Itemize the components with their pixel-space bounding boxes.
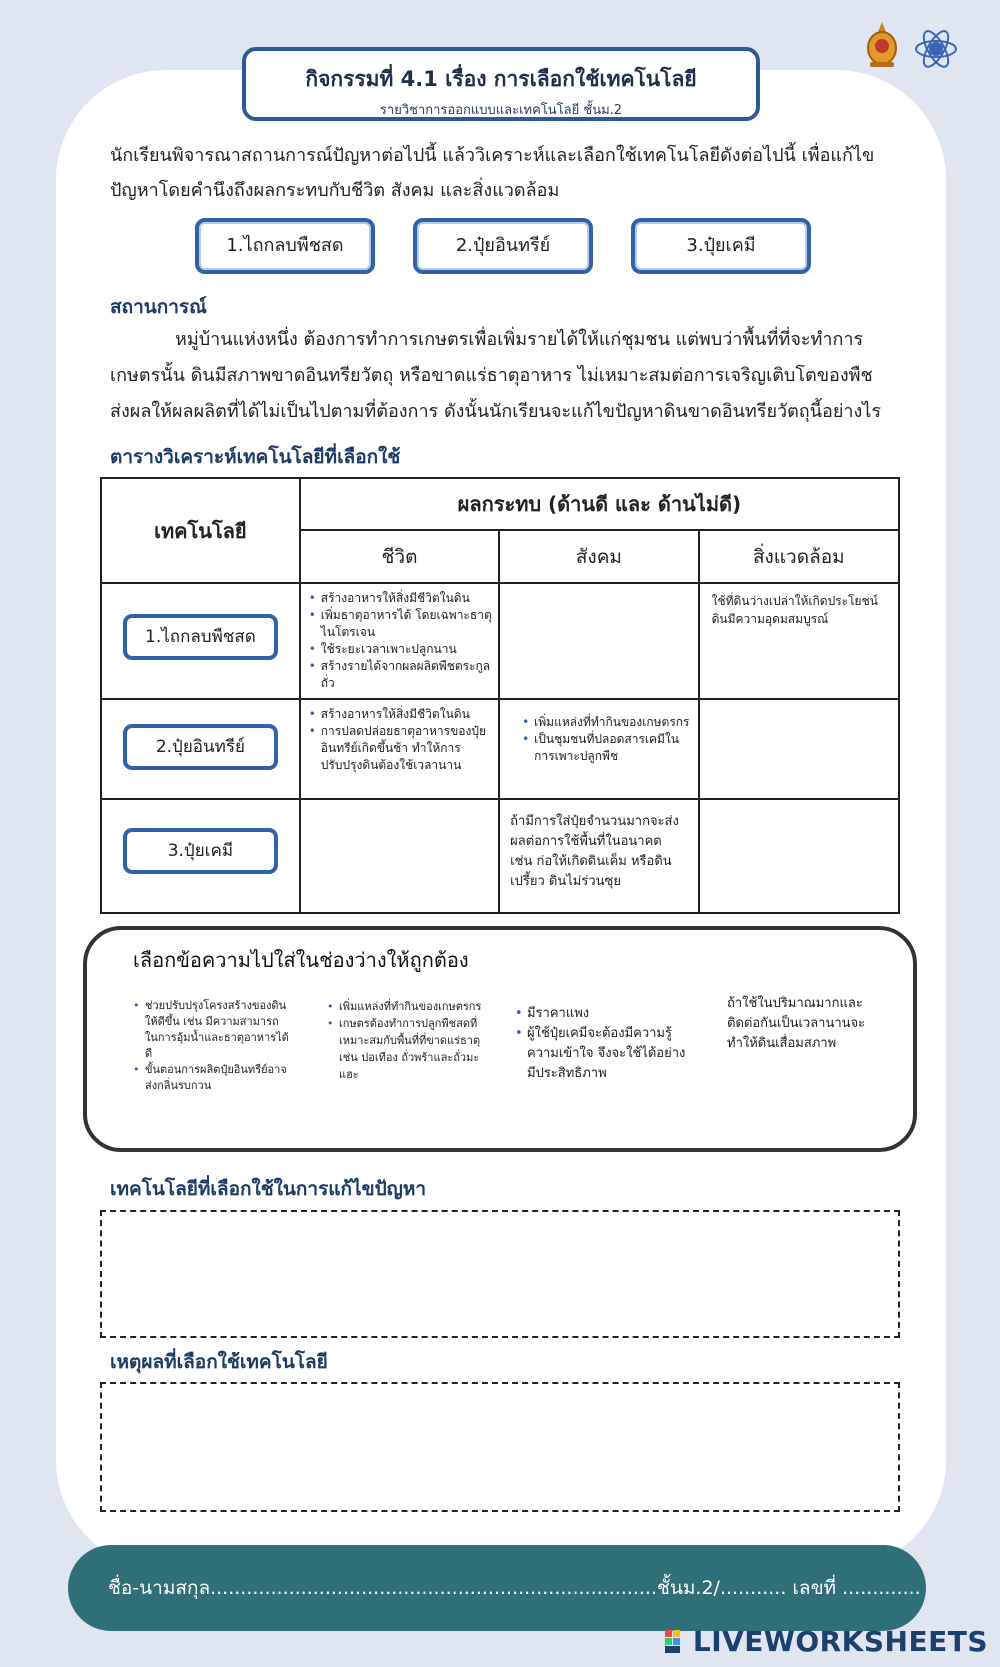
col-header-technology: เทคโนโลยี bbox=[101, 478, 300, 583]
page-subtitle: รายวิชาการออกแบบและเทคโนโลยี ชั้นม.2 bbox=[379, 103, 623, 118]
list-item: • สร้างอาหารให้สิ่งมีชีวิตในดิน bbox=[309, 590, 492, 607]
society-cell-blank[interactable] bbox=[499, 583, 698, 699]
environment-text: ใช้ที่ดินว่างเปล่าให้เกิดประโยชน์ ดินมีความอุดมสมบูรณ์ bbox=[711, 594, 878, 626]
life-cell[interactable] bbox=[300, 699, 499, 799]
society-cell[interactable] bbox=[499, 799, 698, 913]
list-item: • สร้างรายได้จากผลผลิตพืชตระกูลถั่ว bbox=[309, 658, 492, 692]
atom-icon bbox=[912, 25, 960, 73]
list-item: • เป็นชุมชนที่ปลอดสารเคมีในการเพาะปลูกพืช bbox=[522, 731, 691, 765]
society-list bbox=[500, 700, 697, 765]
table-row bbox=[101, 699, 899, 799]
life-list bbox=[301, 584, 498, 692]
answer-technology-heading: เทคโนโลยีที่เลือกใช้ในการแก้ไขปัญหา bbox=[110, 1178, 427, 1200]
list-item: • เพิ่มแหล่งที่ทำกินของเกษตรกร bbox=[522, 714, 691, 731]
col-header-life: ชีวิต bbox=[300, 530, 499, 583]
analysis-table bbox=[100, 477, 900, 914]
society-text: ถ้ามีการใส่ปุ๋ยจำนวนมากจะส่งผลต่อการใช้พื้นที่ในอนาคต เช่น ก่อให้เกิดดินเค็ม หรือดินเปรี้ยว ดินไม่ร่วนซุย bbox=[510, 814, 679, 889]
page-title: กิจกรรมที่ 4.1 เรื่อง การเลือกใช้เทคโนโลยี bbox=[305, 67, 697, 91]
life-cell[interactable] bbox=[300, 583, 499, 699]
choice-item[interactable]: • เพิ่มแหล่งที่ทำกินของเกษตรกร bbox=[327, 998, 483, 1015]
society-cell[interactable] bbox=[499, 699, 698, 799]
choice-item[interactable]: • มีราคาแพง bbox=[515, 1004, 691, 1024]
choice-item[interactable]: • ขั้นตอนการผลิตปุ๋ยอินทรีย์อาจส่งกลิ่นรบกวน bbox=[133, 1062, 289, 1094]
option-organic-fertilizer[interactable]: 2.ปุ๋ยอินทรีย์ bbox=[413, 218, 593, 274]
choice-item[interactable]: • เกษตรต้องทำการปลูกพืชสดที่เหมาะสมกับพื้นที่ที่ขาดแร่ธาตุ เช่น ปอเทือง ถั่วพร้าและถั่วมะแฮะ bbox=[327, 1015, 483, 1083]
student-info-bar bbox=[68, 1545, 926, 1631]
environment-cell-blank[interactable] bbox=[699, 799, 899, 913]
scenario-heading: สถานการณ์ bbox=[110, 296, 207, 318]
row-label-organic: 2.ปุ๋ยอินทรีย์ bbox=[123, 724, 278, 770]
choice-group-3[interactable] bbox=[507, 998, 697, 1084]
row-label-chemical: 3.ปุ๋ยเคมี bbox=[123, 828, 278, 874]
liveworksheets-icon bbox=[665, 1630, 689, 1654]
list-item: • เพิ่มธาตุอาหารได้ โดยเฉพาะธาตุไนโตรเจน bbox=[309, 607, 492, 641]
row-label-plow: 1.ไถกลบพืชสด bbox=[123, 614, 278, 660]
option-plow-green-manure[interactable]: 1.ไถกลบพืชสด bbox=[195, 218, 375, 274]
brand-logo bbox=[665, 1625, 988, 1658]
life-cell-blank[interactable] bbox=[300, 799, 499, 913]
table-row bbox=[101, 799, 899, 913]
answer-reason-heading: เหตุผลที่เลือกใช้เทคโนโลยี bbox=[110, 1351, 328, 1373]
environment-cell[interactable] bbox=[699, 583, 899, 699]
col-header-impact: ผลกระทบ (ด้านดี และ ด้านไม่ดี) bbox=[300, 478, 899, 530]
table-row bbox=[101, 583, 899, 699]
table-heading: ตารางวิเคราะห์เทคโนโลยีที่เลือกใช้ bbox=[110, 446, 401, 468]
list-item: • การปลดปล่อยธาตุอาหารของปุ๋ยอินทรีย์เกิดขึ้นช้า ทำให้การปรับปรุงดินต้องใช้เวลานาน bbox=[309, 723, 492, 774]
answer-technology-box[interactable] bbox=[100, 1210, 900, 1338]
list-item: • ใช้ระยะเวลาเพาะปลูกนาน bbox=[309, 641, 492, 658]
choices-box bbox=[83, 926, 917, 1152]
environment-cell-blank[interactable] bbox=[699, 699, 899, 799]
choice-item[interactable]: • ผู้ใช้ปุ๋ยเคมีจะต้องมีความรู้ความเข้าใจ จึงจะใช้ได้อย่างมีประสิทธิภาพ bbox=[515, 1024, 691, 1084]
choice-group-1[interactable] bbox=[125, 992, 295, 1094]
activity-title-box bbox=[242, 47, 760, 121]
school-crest-icon bbox=[862, 20, 902, 70]
choice-group-2[interactable] bbox=[319, 992, 489, 1083]
tech-cell bbox=[101, 583, 300, 699]
scenario-text bbox=[110, 322, 895, 430]
choice-item[interactable]: • ช่วยปรับปรุงโครงสร้างของดินให้ดีขึ้น เช่น มีความสามารถในการอุ้มน้ำและธาตุอาหารได้ดี bbox=[133, 998, 289, 1062]
col-header-society: สังคม bbox=[499, 530, 698, 583]
choices-title: เลือกข้อความไปใส่ในช่องว่างให้ถูกต้อง bbox=[133, 948, 469, 972]
list-item: • สร้างอาหารให้สิ่งมีชีวิตในดิน bbox=[309, 706, 492, 723]
tech-cell bbox=[101, 799, 300, 913]
answer-reason-box[interactable] bbox=[100, 1382, 900, 1512]
tech-cell bbox=[101, 699, 300, 799]
col-header-environment: สิ่งแวดล้อม bbox=[699, 530, 899, 583]
option-chemical-fertilizer[interactable]: 3.ปุ๋ยเคมี bbox=[631, 218, 811, 274]
instructions-text: นักเรียนพิจารณาสถานการณ์ปัญหาต่อไปนี้ แล้ววิเคราะห์และเลือกใช้เทคโนโลยีดังต่อไปนี้ เพื่อแก้ไขปัญหาโดยคำนึงถึงผลกระทบกับชีวิต สังคม และสิ่งแวดล้อม bbox=[110, 145, 875, 201]
choice-item[interactable]: ถ้าใช้ในปริมาณมากและติดต่อกันเป็นเวลานานจะทำให้ดินเสื่อมสภาพ bbox=[727, 996, 866, 1051]
student-info-text[interactable]: ชื่อ-นามสกุล..........................................................................ชั้นม.2/........... เลขที่ ............. bbox=[108, 1577, 921, 1599]
brand-text: LIVEWORKSHEETS bbox=[692, 1625, 988, 1658]
scenario-paragraph: หมู่บ้านแห่งหนึ่ง ต้องการทำการเกษตรเพื่อเพิ่มรายได้ให้แก่ชุมชน แต่พบว่าพื้นที่ที่จะทำการเกษตรนั้น ดินมีสภาพขาดอินทรียวัตถุ หรือขาดแร่ธาตุอาหาร ไม่เหมาะสมต่อการเจริญเติบโตของพืช ส่งผลให้ผลผลิตที่ได้ไม่เป็นไปตามที่ต้องการ ดังนั้นนักเรียนจะแก้ไขปัญหาดินขาดอินทรียวัตถุนี้อย่างไร bbox=[110, 329, 881, 422]
life-list bbox=[301, 700, 498, 774]
